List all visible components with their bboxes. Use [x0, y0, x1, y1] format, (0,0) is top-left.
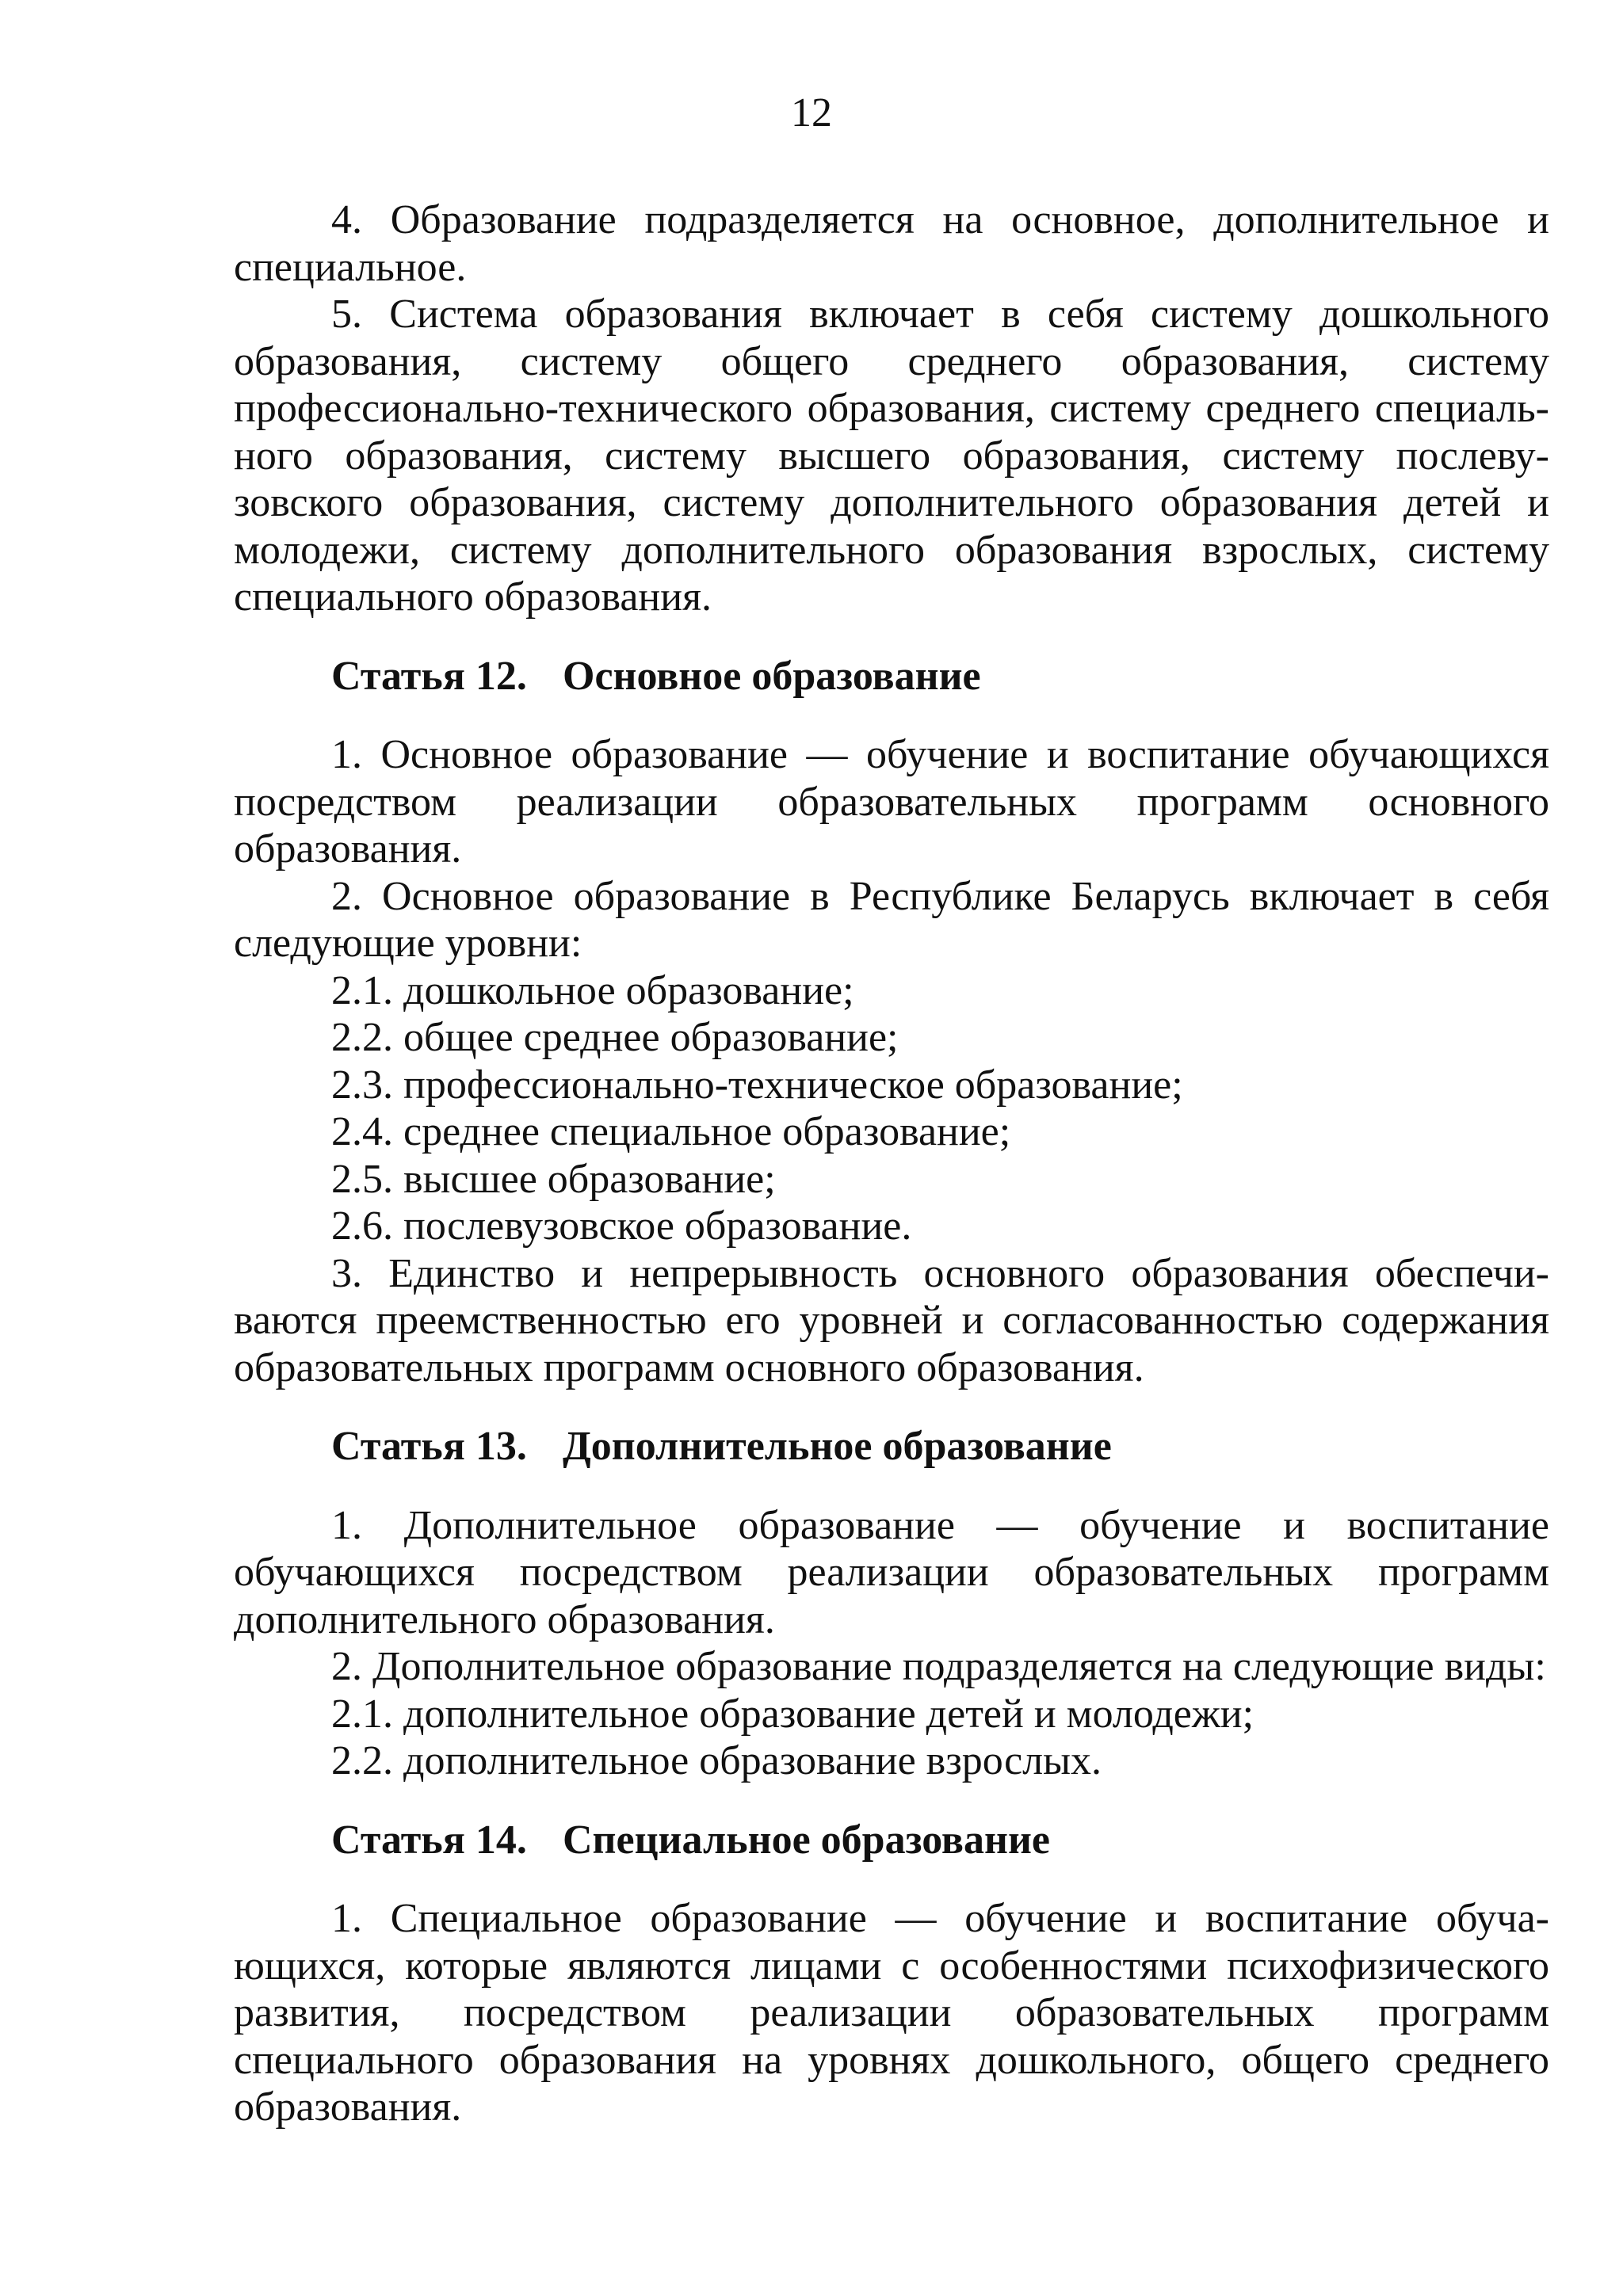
article-14-title: Специальное образование [563, 1817, 1050, 1863]
article-13-paragraph-1: 1. Дополнительное образование — обучение и воспитание обучающихся посредством реализации образовательных программ дополнительного образования. [234, 1502, 1549, 1642]
list-item: 2.5. высшее образование; [331, 1156, 776, 1202]
article-13-number: Статья 13. [331, 1424, 527, 1469]
article-12-number: Статья 12. [331, 653, 527, 699]
paragraph-5: 5. Система образования включает в себя систему дошкольного образования, систему общего среднего образования, систему профессионально-технического образования, систему среднего специального образования, систему высшего образования, систему послевузовского образования, систему дополнительного образования детей и молодежи, систему дополнительного образования взрослых, систему специального образования. [234, 292, 1549, 620]
paragraph-4: 4. Образование подразделяется на основное, дополнительное и специальное. [234, 197, 1549, 290]
document-body [234, 196, 1549, 2131]
article-13-title: Дополнительное образование [563, 1424, 1112, 1469]
article-14-heading [234, 1817, 1549, 1864]
list-item: 2.4. среднее специальное образование; [331, 1109, 1011, 1154]
article-14-number: Статья 14. [331, 1817, 527, 1863]
list-item: 2.3. профессионально-техническое образование; [331, 1062, 1183, 1108]
list-item: 2.1. дополнительное образование детей и молодежи; [331, 1691, 1254, 1737]
article-12-heading [234, 653, 1549, 700]
list-item: 2.2. общее среднее образование; [331, 1015, 899, 1060]
article-12-title: Основное образование [563, 653, 981, 699]
article-12-paragraph-2: 2. Основное образование в Республике Беларусь включает в себя следующие уровни: [234, 873, 1549, 966]
article-14-paragraph-1: 1. Специальное образование — обучение и воспитание обучающихся, которые являются лицами с особенностями психофизического развития, посредством реализации образовательных программ специального образования на уровнях дошкольного, общего среднего образования. [234, 1896, 1549, 2130]
list-item: 2.1. дошкольное образование; [331, 967, 854, 1013]
list-item: 2.6. послевузовское образование. [331, 1203, 912, 1249]
article-13-heading [234, 1423, 1549, 1470]
article-12-paragraph-3: 3. Единство и непрерывность основного образования обеспечиваются преемственностью его уровней и согласованностью содержания образовательных программ основного образования. [234, 1250, 1549, 1390]
list-item: 2.2. дополнительное образование взрослых. [331, 1738, 1102, 1783]
article-12-paragraph-1: 1. Основное образование — обучение и воспитание обучающихся посредством реализации образовательных программ основного образования. [234, 732, 1549, 871]
page-number: 12 [791, 90, 832, 135]
article-13-paragraph-2: 2. Дополнительное образование подразделяется на следующие виды: [331, 1644, 1546, 1689]
